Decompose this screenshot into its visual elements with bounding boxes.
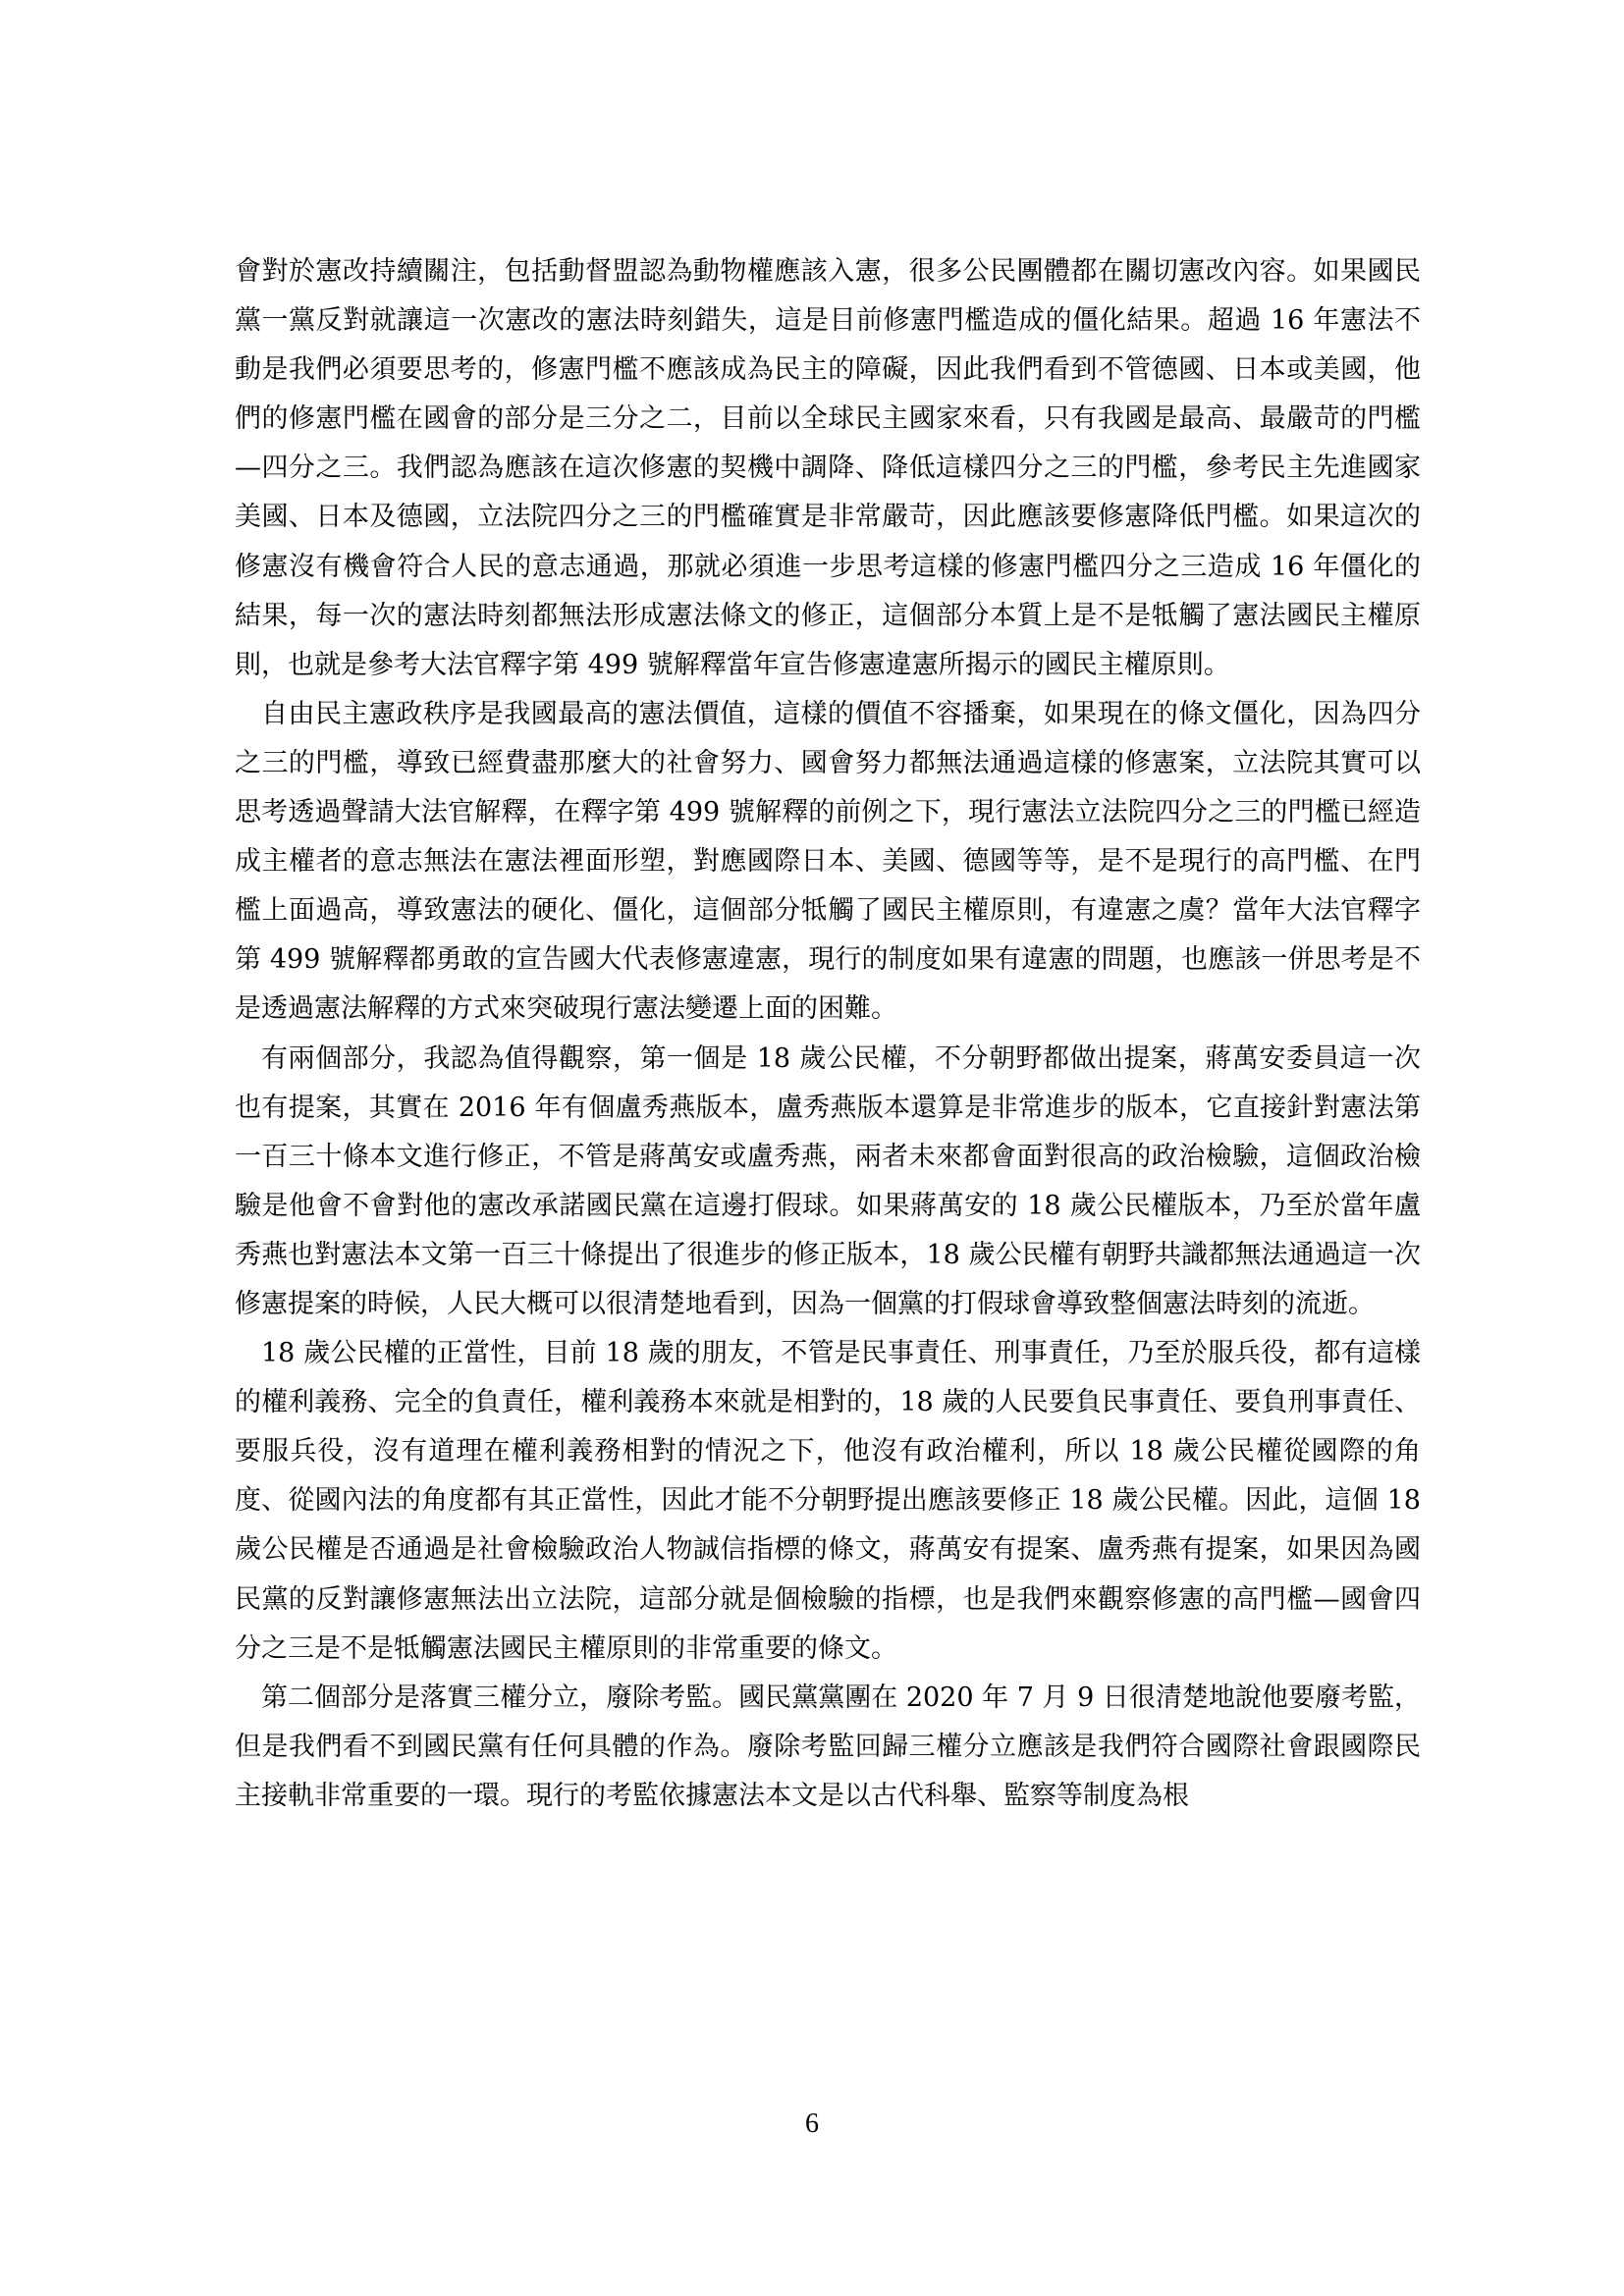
page-number: 6 <box>805 2109 819 2139</box>
paragraph-4: 18 歲公民權的正當性，目前 18 歲的朋友，不管是民事責任、刑事責任，乃至於服兵役，都有這樣的權利義務、完全的負責任，權利義務本來就是相對的，18 歲的人民要負民事責任、要負刑事責任、要服兵役，沒有道理在權利義務相對的情況之下，他沒有政治權利，所以 18 歲公民權從國際的角度、從國內法的角度都有其正當性，因此才能不分朝野提出應該要修正 18 歲公民權。因此，這個 18 歲公民權是否通過是社會檢驗政治人物誠信指標的條文，蔣萬安有提案、盧秀燕有提案，如果因為國民黨的反對讓修憲無法出立法院，這部分就是個檢驗的指標，也是我們來觀察修憲的高門檻—國會四分之三是不是牴觸憲法國民主權原則的非常重要的條文。 <box>235 1338 1421 1664</box>
paragraph-5: 第二個部分是落實三權分立，廢除考監。國民黨黨團在 2020 年 7 月 9 日很清楚地說他要廢考監，但是我們看不到國民黨有任何具體的作為。廢除考監回歸三權分立應該是我們符合國際社會跟國際民主接軌非常重要的一環。現行的考監依據憲法本文是以古代科舉、監察等制度為根 <box>235 1682 1421 1811</box>
document-body <box>235 247 1421 1821</box>
paragraph-1: 會對於憲改持續關注，包括動督盟認為動物權應該入憲，很多公民團體都在關切憲改內容。如果國民黨一黨反對就讓這一次憲改的憲法時刻錯失，這是目前修憲門檻造成的僵化結果。超過 16 年憲法不動是我們必須要思考的，修憲門檻不應該成為民主的障礙，因此我們看到不管德國、日本或美國，他們的修憲門檻在國會的部分是三分之二，目前以全球民主國家來看，只有我國是最高、最嚴苛的門檻—四分之三。我們認為應該在這次修憲的契機中調降、降低這樣四分之三的門檻，參考民主先進國家美國、日本及德國，立法院四分之三的門檻確實是非常嚴苛，因此應該要修憲降低門檻。如果這次的修憲沒有機會符合人民的意志通過，那就必須進一步思考這樣的修憲門檻四分之三造成 16 年僵化的結果，每一次的憲法時刻都無法形成憲法條文的修正，這個部分本質上是不是牴觸了憲法國民主權原則，也就是參考大法官釋字第 499 號解釋當年宣告修憲違憲所揭示的國民主權原則。 <box>235 256 1421 680</box>
paragraph-2: 自由民主憲政秩序是我國最高的憲法價值，這樣的價值不容播棄，如果現在的條文僵化，因為四分之三的門檻，導致已經費盡那麼大的社會努力、國會努力都無法通過這樣的修憲案，立法院其實可以思考透過聲請大法官解釋，在釋字第 499 號解釋的前例之下，現行憲法立法院四分之三的門檻已經造成主權者的意志無法在憲法裡面形塑，對應國際日本、美國、德國等等，是不是現行的高門檻、在門檻上面過高，導致憲法的硬化、僵化，這個部分牴觸了國民主權原則，有違憲之虞？當年大法官釋字第 499 號解釋都勇敢的宣告國大代表修憲違憲，現行的制度如果有違憲的問題，也應該一併思考是不是透過憲法解釋的方式來突破現行憲法變遷上面的困難。 <box>235 698 1421 1025</box>
paragraph-3: 有兩個部分，我認為值得觀察，第一個是 18 歲公民權，不分朝野都做出提案，蔣萬安委員這一次也有提案，其實在 2016 年有個盧秀燕版本，盧秀燕版本還算是非常進步的版本，它直接針對憲法第一百三十條本文進行修正，不管是蔣萬安或盧秀燕，兩者未來都會面對很高的政治檢驗，這個政治檢驗是他會不會對他的憲改承諾國民黨在這邊打假球。如果蔣萬安的 18 歲公民權版本，乃至於當年盧秀燕也對憲法本文第一百三十條提出了很進步的修正版本，18 歲公民權有朝野共識都無法通過這一次修憲提案的時候，人民大概可以很清楚地看到，因為一個黨的打假球會導致整個憲法時刻的流逝。 <box>235 1042 1421 1319</box>
